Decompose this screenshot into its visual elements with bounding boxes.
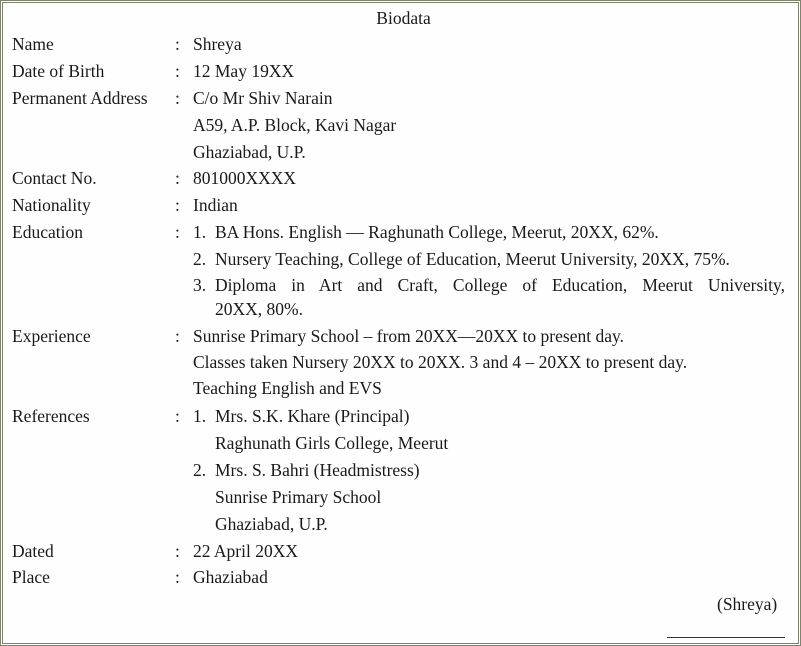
item-number: 1.	[193, 406, 207, 426]
field-label: Nationality	[12, 195, 91, 215]
separator: :	[175, 406, 180, 426]
signature-name: (Shreya)	[717, 594, 778, 614]
separator: :	[175, 88, 180, 108]
separator: :	[175, 541, 180, 561]
field-value: 22 April 20XX	[193, 541, 298, 561]
address-line: C/o Mr Shiv Narain	[193, 88, 333, 108]
field-label: Dated	[12, 541, 54, 561]
reference-item	[193, 403, 409, 430]
item-number: 2.	[193, 460, 207, 480]
field-value: Shreya	[193, 34, 242, 54]
experience-line: Classes taken Nursery 20XX to 20XX. 3 and 4 – 20XX to present day.	[193, 352, 688, 372]
item-text: BA Hons. English — Raghunath College, Meerut, 20XX, 62%.	[215, 222, 659, 242]
reference-line: Raghunath Girls College, Meerut	[215, 433, 449, 453]
reference-name: Mrs. S.K. Khare (Principal)	[215, 406, 410, 426]
field-label: Place	[12, 567, 50, 587]
field-value: 801000XXXX	[193, 168, 297, 188]
reference-line: Sunrise Primary School	[215, 487, 382, 507]
field-value: Indian	[193, 195, 238, 215]
document-title: Biodata	[376, 8, 431, 28]
item-text: Diploma in Art and Craft, College of Education, Meerut University,	[215, 275, 785, 295]
field-label: Permanent Address	[12, 88, 148, 108]
education-item	[193, 219, 659, 246]
field-label: References	[12, 406, 90, 426]
reference-line: Ghaziabad, U.P.	[215, 514, 328, 534]
reference-name: Mrs. S. Bahri (Headmistress)	[215, 460, 420, 480]
separator: :	[175, 34, 180, 54]
separator: :	[175, 195, 180, 215]
item-number: 3.	[193, 275, 207, 295]
address-line: A59, A.P. Block, Kavi Nagar	[193, 115, 397, 135]
separator: :	[175, 61, 180, 81]
item-text: Nursery Teaching, College of Education, Meerut University, 20XX, 75%.	[215, 249, 730, 269]
separator: :	[175, 168, 180, 188]
separator: :	[175, 222, 180, 242]
item-text-continuation: 20XX, 80%.	[215, 299, 303, 319]
education-item	[193, 246, 730, 273]
item-number: 2.	[193, 249, 207, 269]
field-label: Education	[12, 222, 83, 242]
field-label: Experience	[12, 326, 91, 346]
reference-item	[193, 457, 420, 484]
field-label: Name	[12, 34, 54, 54]
signature-line	[667, 637, 785, 638]
field-label: Contact No.	[12, 168, 97, 188]
address-line: Ghaziabad, U.P.	[193, 142, 306, 162]
experience-line: Sunrise Primary School – from 20XX—20XX to present day.	[193, 326, 624, 346]
experience-line: Teaching English and EVS	[193, 378, 382, 398]
field-value: Ghaziabad	[193, 567, 268, 587]
separator: :	[175, 567, 180, 587]
item-number: 1.	[193, 222, 207, 242]
field-label: Date of Birth	[12, 61, 105, 81]
separator: :	[175, 326, 180, 346]
field-value: 12 May 19XX	[193, 61, 295, 81]
